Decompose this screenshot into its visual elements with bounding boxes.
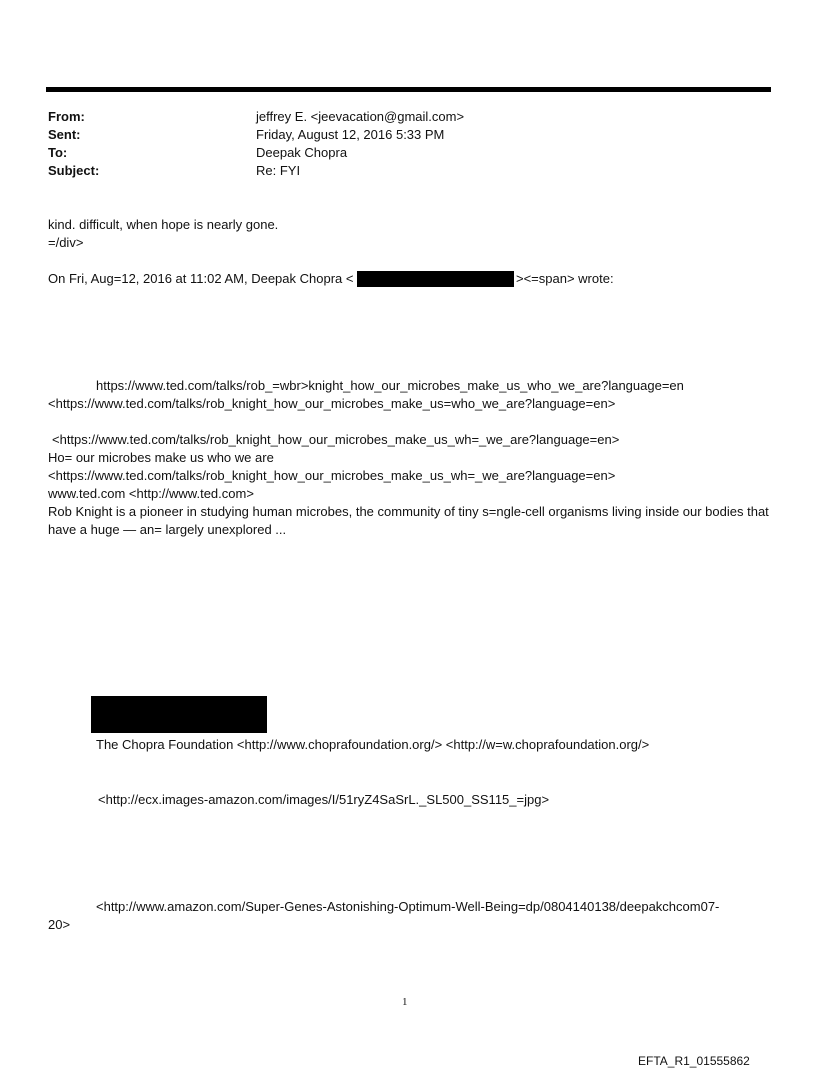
ted-link-1[interactable]: https://www.ted.com/talks/rob_=wbr>knight_how_our_microbes_make_us_who_we_are?language=en [96,378,684,393]
quote-prefix: On Fri, Aug=12, 2016 at 11:02 AM, Deepak Chopra < [48,271,354,286]
header-rule [46,87,771,92]
sent-label: Sent: [48,127,81,142]
redaction-email [357,271,514,287]
ted-link-2[interactable]: <https://www.ted.com/talks/rob_knight_how_our_microbes_make_us=who_we_are?language=en> [48,396,616,411]
sent-value: Friday, August 12, 2016 5:33 PM [256,127,445,142]
from-label: From: [48,109,85,124]
ted-site[interactable]: www.ted.com <http://www.ted.com> [48,486,254,501]
to-value: Deepak Chopra [256,145,348,160]
talk-title: Ho= our microbes make us who we are [48,450,274,465]
image-link[interactable]: <http://ecx.images-amazon.com/images/I/51ryZ4SaSrL._SL500_SS115_=jpg> [98,792,550,807]
body-line-1: kind. difficult, when hope is nearly gone. [48,217,279,232]
page-number: 1 [402,996,408,1008]
from-value: jeffrey E. <jeevacation@gmail.com> [256,109,465,124]
document-stamp: EFTA_R1_01555862 [638,1054,750,1068]
amazon-link[interactable]: <http://www.amazon.com/Super-Genes-Astonishing-Optimum-Well-Being=dp/0804140138/deepakchcom07- [96,899,720,914]
body-line-2: =/div> [48,235,84,250]
amazon-link-cont[interactable]: 20> [48,917,71,932]
to-label: To: [48,145,68,160]
ted-link-4[interactable]: <https://www.ted.com/talks/rob_knight_how_our_microbes_make_us_wh=_we_are?language=en> [48,468,616,483]
subject-label: Subject: [48,163,100,178]
ted-link-3[interactable]: <https://www.ted.com/talks/rob_knight_how_our_microbes_make_us_wh=_we_are?language=en> [52,432,620,447]
talk-description: Rob Knight is a pioneer in studying human microbes, the community of tiny s=ngle-cell organisms living inside our bodies that have a huge — an= largely unexplored ... [48,504,769,537]
foundation-line[interactable]: The Chopra Foundation <http://www.choprafoundation.org/> <http://w=w.choprafoundation.org/> [96,737,650,752]
subject-value: Re: FYI [256,163,301,178]
redaction-signature [91,696,267,733]
quote-suffix: ><=span> wrote: [516,271,614,286]
